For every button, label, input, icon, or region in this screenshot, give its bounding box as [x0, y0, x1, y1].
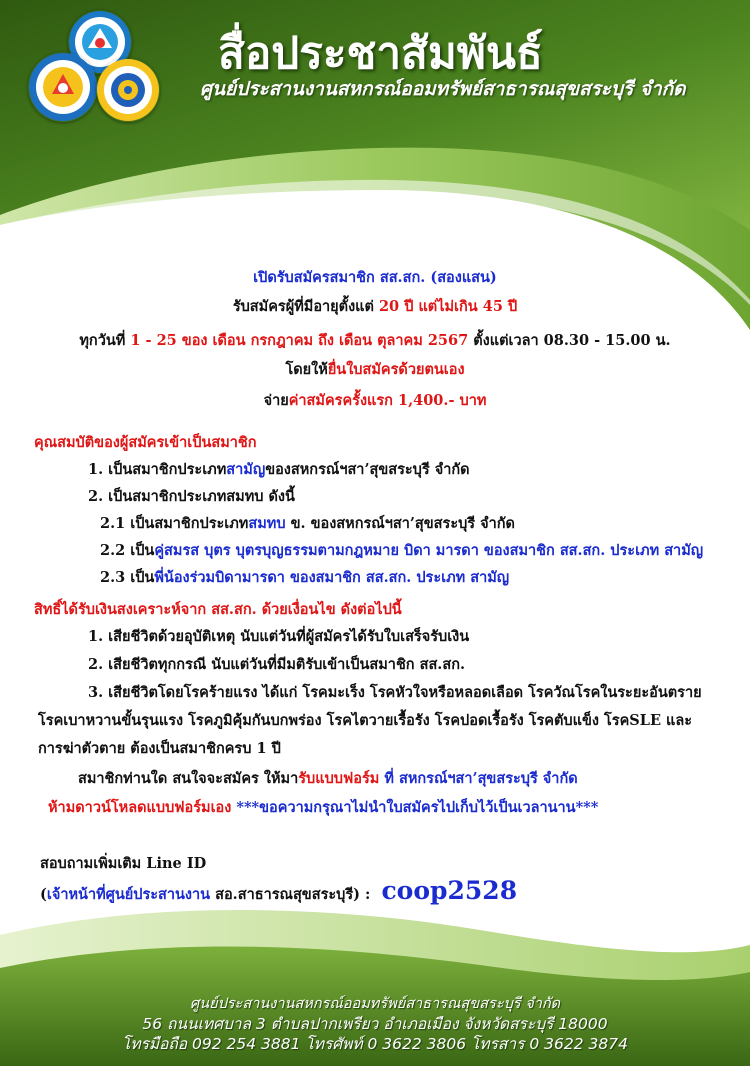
form-pickup-notice: สมาชิกท่านใด สนใจจะสมัคร ให้มารับแบบฟอร์ม ที่ สหกรณ์ฯสา’สุขสระบุรี จำกัด	[78, 770, 578, 787]
qualification-subitem: 2.1 เป็นสมาชิกประเภทสมทบ ข. ของสหกรณ์ฯสา’สุขสระบุรี จำกัด	[100, 515, 515, 532]
qualifications-heading: คุณสมบัติของผู้สมัครเข้าเป็นสมาชิก	[34, 434, 257, 451]
rights-item: 3. เสียชีวิตโดยโรคร้ายแรง ได้แก่ โรคมะเร็ง โรคหัวใจหรือหลอดเลือด โรควัณโรคในระยะอันตราย	[88, 684, 702, 701]
qualification-subitem: 2.2 เป็นคู่สมรส บุตร บุตรบุญธรรมตามกฎหมาย บิดา มารดา ของสมาชิก สส.สก. ประเภท สามัญ	[100, 542, 704, 559]
qualification-subitem: 2.3 เป็นพี่น้องร่วมบิดามารดา ของสมาชิก สส.สก. ประเภท สามัญ	[100, 569, 510, 586]
footer-phone: โทรมือถือ 092 254 3881 โทรศัพท์ 0 3622 3806 โทรสาร 0 3622 3874	[122, 1035, 628, 1053]
cooperative-emblem-icon	[96, 58, 160, 122]
contact-line-label: สอบถามเพิ่มเติม Line ID	[40, 855, 207, 872]
page-title: สื่อประชาสัมพันธ์	[218, 28, 543, 79]
line-id-value[interactable]: coop2528	[381, 876, 518, 905]
qualification-item: 1. เป็นสมาชิกประเภทสามัญของสหกรณ์ฯสา’สุขสระบุรี จำกัด	[88, 461, 470, 478]
footer-organization: ศูนย์ประสานงานสหกรณ์ออมทรัพย์สาธารณสุขสระบุรี จำกัด	[189, 996, 561, 1012]
apply-in-person: โดยให้ยื่นใบสมัครด้วยตนเอง	[285, 361, 465, 378]
rights-item-continued: การฆ่าตัวตาย ต้องเป็นสมาชิกครบ 1 ปี	[38, 740, 281, 757]
contact-line-id: (เจ้าหน้าที่ศูนย์ประสานงาน สอ.สาธารณสุขสระบุรี) : coop2528	[40, 876, 518, 905]
footer-address: 56 ถนนเทศบาล 3 ตำบลปากเพรียว อำเภอเมือง จังหวัดสระบุรี 18000	[142, 1015, 608, 1033]
rights-item-continued: โรคเบาหวานขั้นรุนแรง โรคภูมิคุ้มกันบกพร่อง โรคไตวายเรื้อรัง โรคปอดเรื้อรัง โรคตับแข็ง โรคSLE และ	[38, 712, 693, 729]
no-download-notice: ห้ามดาวน์โหลดแบบฟอร์มเอง ***ขอความกรุณาไม่นำใบสมัครไปเก็บไว้เป็นเวลานาน***	[48, 799, 599, 816]
application-fee: จ่ายค่าสมัครครั้งแรก 1,400.- บาท	[263, 392, 487, 409]
qualification-item: 2. เป็นสมาชิกประเภทสมทบ ดังนี้	[88, 488, 295, 505]
rights-heading: สิทธิ์ได้รับเงินสงเคราะห์จาก สส.สก. ด้วยเงื่อนไข ดังต่อไปนี้	[34, 601, 402, 618]
health-logo-icon	[28, 52, 98, 122]
application-dates: ทุกวันที่ 1 - 25 ของ เดือน กรกฎาคม ถึง เดือน ตุลาคม 2567 ตั้งแต่เวลา 08.30 - 15.00 น.	[79, 332, 671, 349]
age-requirement: รับสมัครผู้ที่มีอายุตั้งแต่ 20 ปี แต่ไม่เกิน 45 ปี	[232, 298, 518, 315]
organization-name: ศูนย์ประสานงานสหกรณ์ออมทรัพย์สาธารณสุขสระบุรี จำกัด	[200, 78, 686, 100]
rights-item: 2. เสียชีวิตทุกกรณี นับแต่วันที่มีมติรับเข้าเป็นสมาชิก สส.สก.	[88, 656, 466, 673]
announcement-heading: เปิดรับสมัครสมาชิก สส.สก. (สองแสน)	[253, 269, 497, 286]
rights-item: 1. เสียชีวิตด้วยอุบัติเหตุ นับแต่วันที่ผู้สมัครได้รับใบเสร็จรับเงิน	[88, 628, 470, 645]
